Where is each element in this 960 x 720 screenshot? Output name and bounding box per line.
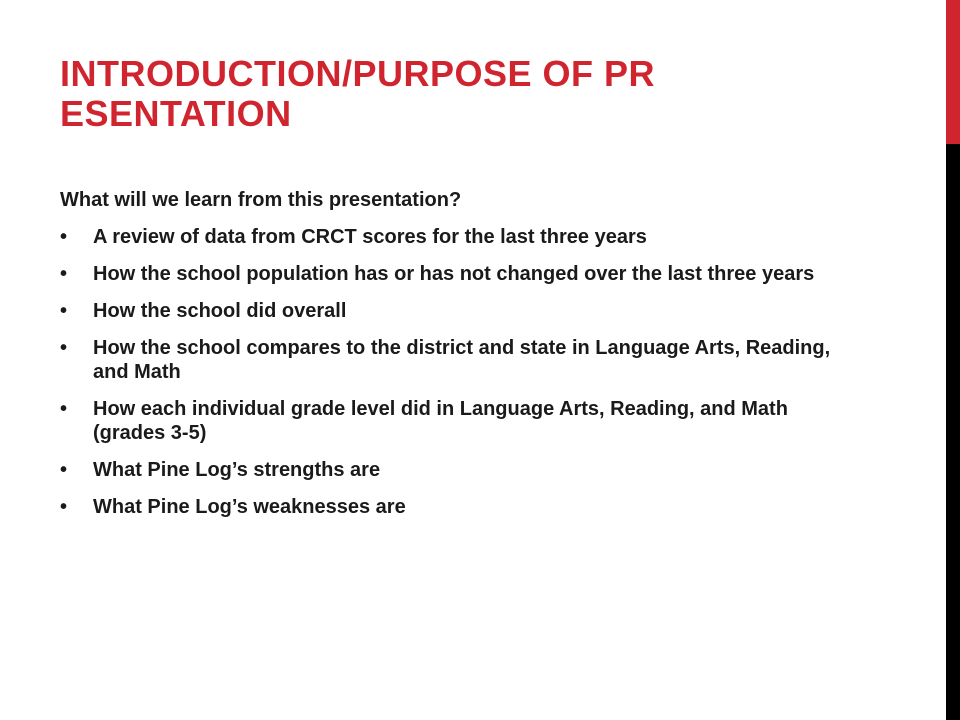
bullet-list: [60, 225, 850, 519]
bullet-item: • How the school compares to the district and state in Language Arts, Reading, and Math: [60, 336, 850, 384]
slide-title: INTRODUCTION/PURPOSE OF PRESENTATION: [60, 53, 656, 134]
bullet-item: • What Pine Log’s strengths are: [60, 458, 850, 482]
bullet-item: • How the school population has or has not changed over the last three years: [60, 262, 850, 286]
accent-bar-black: [946, 144, 960, 720]
intro-text: What will we learn from this presentation?: [60, 189, 462, 211]
bullet-item: • How each individual grade level did in Language Arts, Reading, and Math (grades 3-5): [60, 397, 850, 445]
bullet-item: • A review of data from CRCT scores for the last three years: [60, 225, 850, 249]
slide-content: [60, 188, 850, 532]
bullet-item: • How the school did overall: [60, 299, 850, 323]
accent-bar-red: [946, 0, 960, 144]
bullet-item: • What Pine Log’s weaknesses are: [60, 495, 850, 519]
